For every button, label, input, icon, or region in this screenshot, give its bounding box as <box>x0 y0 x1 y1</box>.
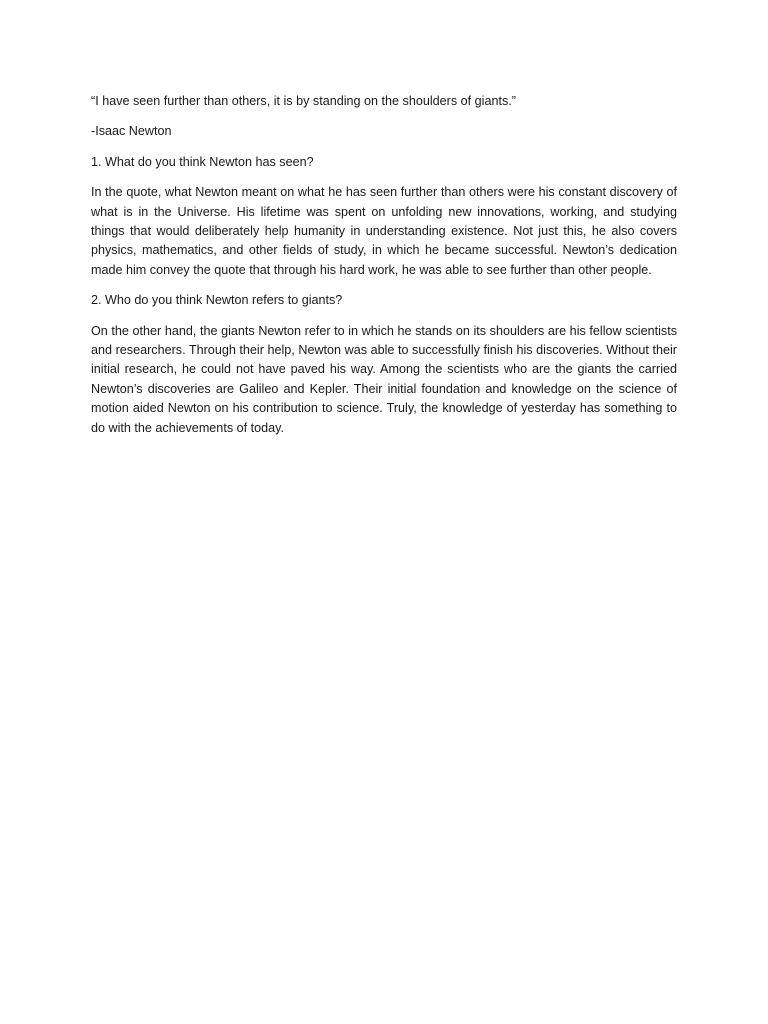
answer-2: On the other hand, the giants Newton refer to in which he stands on its shoulders are his fellow scientists and researchers. Through their help, Newton was able to successfully finish his discoveries. Without their initial research, he could not have paved his way. Among the scientists who are the giants the carried Newton’s discoveries are Galileo and Kepler. Their initial foundation and knowledge on the science of motion aided Newton on his contribution to science. Truly, the knowledge of yesterday has something to do with the achievements of today. <box>91 323 677 435</box>
quote-attribution: -Isaac Newton <box>91 124 172 139</box>
document-page <box>91 92 677 449</box>
answer-1: In the quote, what Newton meant on what he has seen further than others were his constant discovery of what is in the Universe. His lifetime was spent on unfolding new innovations, working, and studying things that would deliberately help humanity in understanding existence. Not just this, he also covers physics, mathematics, and other fields of study, in which he became successful. Newton’s dedication made him convey the quote that through his hard work, he was able to see further than other people. <box>91 185 677 277</box>
question-1: 1. What do you think Newton has seen? <box>91 154 314 169</box>
question-2: 2. Who do you think Newton refers to giants? <box>91 293 343 308</box>
quote-text: “I have seen further than others, it is by standing on the shoulders of giants.” <box>91 94 516 108</box>
